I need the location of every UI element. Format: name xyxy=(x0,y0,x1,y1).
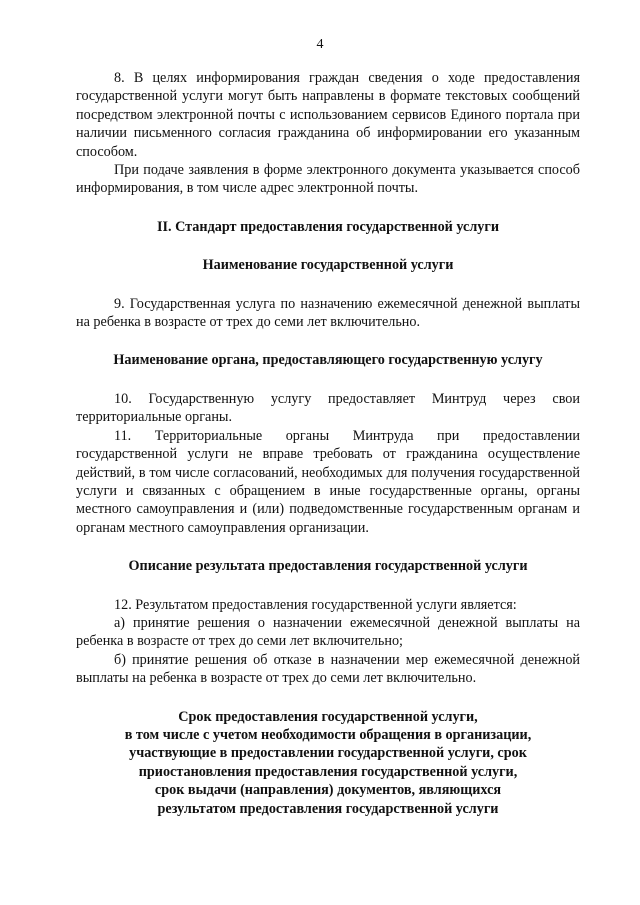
heading-term-line-6: результатом предоставления государственной услуги xyxy=(157,800,499,817)
heading-term xyxy=(76,708,580,818)
heading-term-line-4: приостановления предоставления государственной услуги, xyxy=(138,763,518,780)
heading-term-line-1: Срок предоставления государственной услуги, xyxy=(178,708,478,725)
heading-term-line-3: участвующие в предоставлении государственной услуги, срок xyxy=(129,745,527,762)
heading-term-line-5: срок выдачи (направления) документов, являющихся xyxy=(154,782,502,799)
heading-result: Описание результата предоставления государственной услуги xyxy=(128,558,528,575)
paragraph-12a: а) принятие решения о назначении ежемесячной денежной выплаты на ребенка в возрасте от трех до семи лет включительно; xyxy=(76,614,580,650)
paragraph-8-notification: При подаче заявления в форме электронного документа указывается способ информирования, в том числе адрес электронной почты. xyxy=(76,162,580,197)
heading-service-name: Наименование государственной услуги xyxy=(202,257,454,274)
paragraph-10: 10. Государственную услугу предоставляет Минтруд через свои территориальные органы. xyxy=(76,390,580,426)
paragraph-11: 11. Территориальные органы Минтруда при предоставлении государственной услуги не вправе требовать от гражданина осуществление действий, в том числе согласований, необходимых для получения государственной услуги и связанных с обращением в иные государственные органы, органы местного самоуправления и (или) подведомственные государственным органам и органам местного самоуправления организации. xyxy=(76,427,580,536)
section-title: II. Стандарт предоставления государственной услуги xyxy=(156,218,500,235)
paragraph-12: 12. Результатом предоставления государственной услуги является: xyxy=(114,596,517,613)
document-body xyxy=(76,69,580,818)
heading-term-line-2: в том числе с учетом необходимости обращения в организации, xyxy=(124,726,532,743)
paragraph-8: 8. В целях информирования граждан сведения о ходе предоставления государственной услуги могут быть направлены в формате текстовых сообщений посредством электронной почты с использованием сервисов Единого портала при наличии письменного согласия гражданина об информировании его указанным способом. xyxy=(76,70,580,160)
paragraph-12b: б) принятие решения об отказе в назначении мер ежемесячной денежной выплаты на ребенка в возрасте от трех до семи лет включительно. xyxy=(76,651,580,687)
heading-organ: Наименование органа, предоставляющего государственную услугу xyxy=(113,352,543,369)
page-number: 4 xyxy=(316,37,324,52)
paragraph-9: 9. Государственная услуга по назначению ежемесячной денежной выплаты на ребенка в возрасте от трех до семи лет включительно. xyxy=(76,295,580,331)
